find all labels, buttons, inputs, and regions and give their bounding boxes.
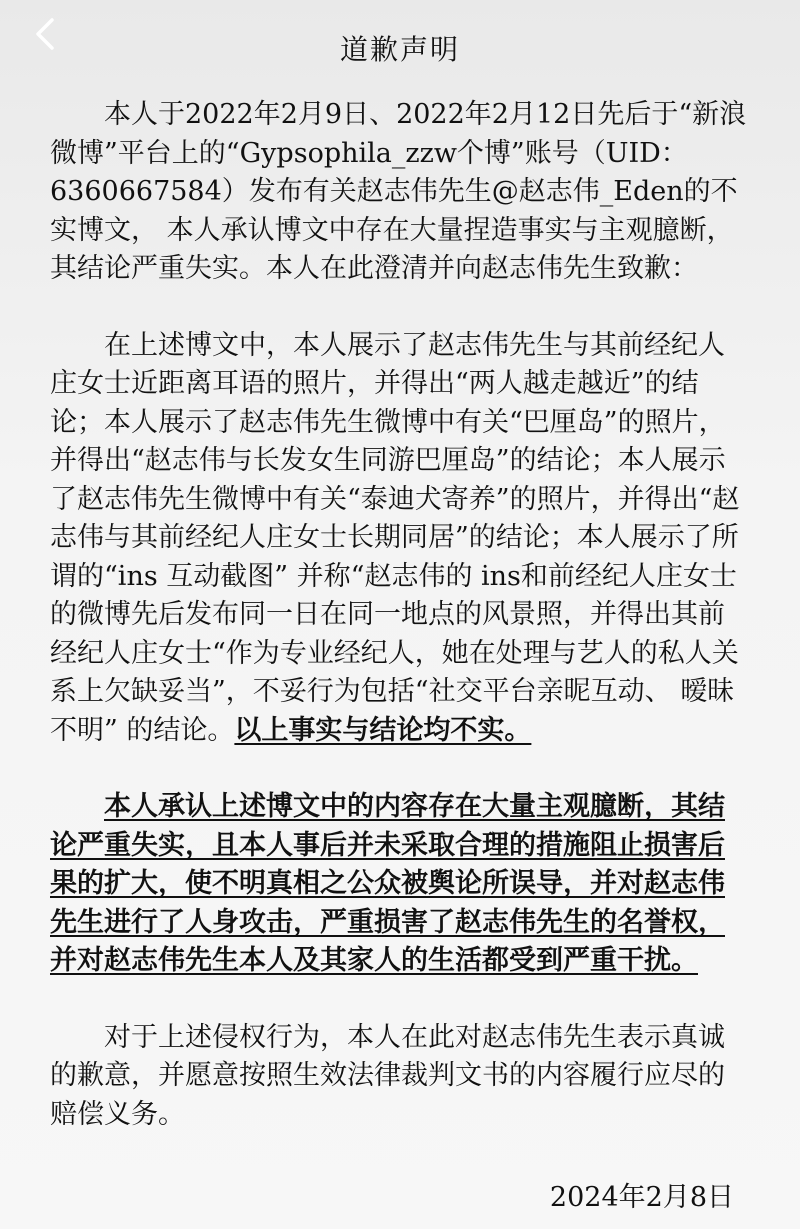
paragraph-4: 对于上述侵权行为，本人在此对赵志伟先生表示真诚的歉意，并愿意按照生效法律裁判文书的内容履行应尽的赔偿义务。 [50,1021,725,1130]
paragraph-1: 本人于2022年2月9日、2022年2月12日先后于“新浪微博”平台上的“Gypsophila_zzw个博”账号（UID： 6360667584）发布有关赵志伟先生@赵志伟_Eden的不实博文， 本人承认博文中存在大量捏造事实与主观臆断，其结论严重失实。本人在此澄清并向赵志伟先生致歉： [50,99,747,284]
page-title: 道歉声明 [339,33,460,66]
paragraph-2-underlined: 以上事实与结论均不实。 [234,714,532,746]
paragraph-2-text: 在上述博文中，本人展示了赵志伟先生与其前经纪人庄女士近距离耳语的照片，并得出“两人越走越近”的结论；本人展示了赵志伟先生微博中有关“巴厘岛”的照片，并得出“赵志伟与长发女生同游巴厘岛”的结论；本人展示了赵志伟先生微博中有关“泰迪犬寄养”的照片，并得出“赵志伟与其前经纪人庄女士长期同居”的结论；本人展示了所谓的“ins 互动截图” 并称“赵志伟的 ins和前经纪人庄女士的微博先后发布同一日在同一地点的风景照，并得出其前经纪人庄女士“作为专业经纪人，她在处理与艺人的私人关系上欠缺妥当”，不妥行为包括“社交平台亲昵互动、 暧昧不明” 的结论。 [50,329,740,746]
paragraph-3-underlined: 本人承认上述博文中的内容存在大量主观臆断，其结论严重失实，且本人事后并未采取合理的措施阻止损害后果的扩大，使不明真相之公众被舆论所误导，并对赵志伟先生进行了人身攻击，严重损害了赵志伟先生的名誉权，并对赵志伟先生本人及其家人的生活都受到严重干扰。 [50,791,725,976]
statement-body [50,96,750,1134]
paragraph-2 [50,327,750,751]
statement-date: 2024年2月8日 [549,1182,734,1213]
